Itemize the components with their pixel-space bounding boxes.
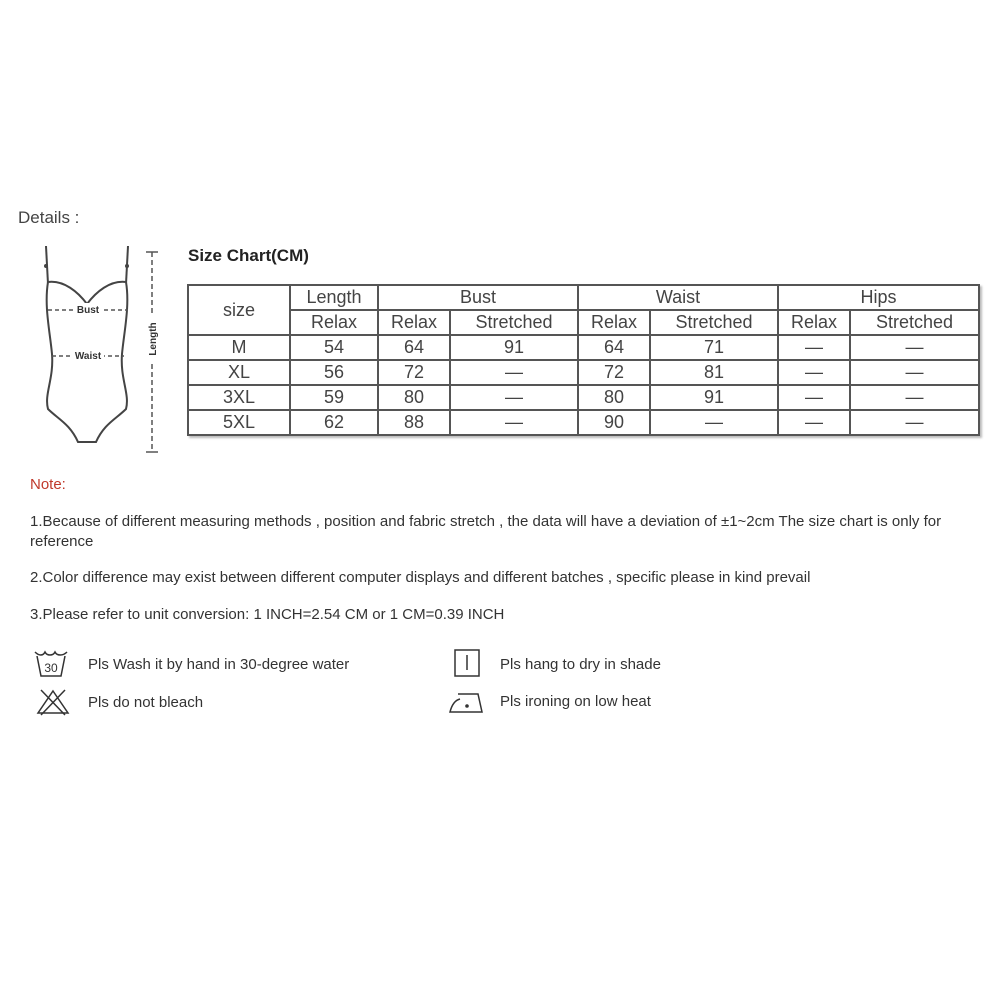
table-cell: — [778,385,850,410]
table-cell: 62 [290,410,378,435]
table-cell: 80 [378,385,450,410]
header-length: Length [290,285,378,310]
size-chart-title: Size Chart(CM) [188,246,309,265]
length-label: Length [148,322,159,356]
table-cell: — [850,335,979,360]
waist-label: Waist [74,351,102,362]
subheader-cell: Stretched [850,310,979,335]
table-cell: — [850,385,979,410]
details-label: Details : [18,208,80,227]
table-row [188,360,979,385]
table-cell: 91 [650,385,778,410]
table-cell: 90 [578,410,650,435]
table-cell: 56 [290,360,378,385]
size-chart-table [187,284,980,436]
care-hang-text: Pls hang to dry in shade [500,656,661,673]
table-cell: 54 [290,335,378,360]
table-cell: — [850,360,979,385]
table-cell: — [778,360,850,385]
subheader-cell: Stretched [650,310,778,335]
subheader-cell: Relax [378,310,450,335]
subheader-cell: Stretched [450,310,578,335]
table-cell: 3XL [188,385,290,410]
table-cell: — [450,410,578,435]
bust-label: Bust [76,305,100,316]
note-label: Note: [30,476,66,493]
table-row [188,335,979,360]
subheader-cell: Relax [578,310,650,335]
table-cell: 71 [650,335,778,360]
table-cell: 64 [578,335,650,360]
note-unit-conversion: 3.Please refer to unit conversion: 1 INCH=2.54 CM or 1 CM=0.39 INCH [30,606,505,623]
table-cell: 64 [378,335,450,360]
wash-temp-label: 30 [44,661,58,675]
no-bleach-icon [35,688,71,716]
iron-low-heat-icon [448,690,486,716]
table-cell: 81 [650,360,778,385]
table-cell: — [778,410,850,435]
table-header-row [188,285,979,310]
subheader-cell: Relax [778,310,850,335]
subheader-cell: Relax [290,310,378,335]
header-bust: Bust [378,285,578,310]
table-cell: XL [188,360,290,385]
table-cell: — [850,410,979,435]
care-wash-text: Pls Wash it by hand in 30-degree water [88,656,350,673]
table-cell: — [650,410,778,435]
hand-wash-30-icon [33,648,69,678]
bodysuit-measurement-diagram [26,244,176,459]
table-cell: — [450,385,578,410]
table-cell: 72 [378,360,450,385]
header-waist: Waist [578,285,778,310]
table-cell: 72 [578,360,650,385]
table-cell: 59 [290,385,378,410]
care-iron-text: Pls ironing on low heat [500,693,651,710]
header-hips: Hips [778,285,979,310]
note-measurement-deviation: 1.Because of different measuring methods , position and fabric stretch , the data will have a deviation of ±1~2cm The size chart is only for reference [30,513,942,550]
table-cell: M [188,335,290,360]
header-size: size [188,285,290,335]
note-color-difference: 2.Color difference may exist between different computer displays and different batches , specific please in kind prevail [30,569,811,586]
table-row [188,385,979,410]
table-cell: — [778,335,850,360]
table-cell: 5XL [188,410,290,435]
table-cell: 91 [450,335,578,360]
table-cell: 88 [378,410,450,435]
hang-dry-icon [453,648,481,678]
table-cell: 80 [578,385,650,410]
table-subheader-row [188,310,979,335]
care-bleach-text: Pls do not bleach [88,694,204,711]
table-row [188,410,979,435]
table-cell: — [450,360,578,385]
